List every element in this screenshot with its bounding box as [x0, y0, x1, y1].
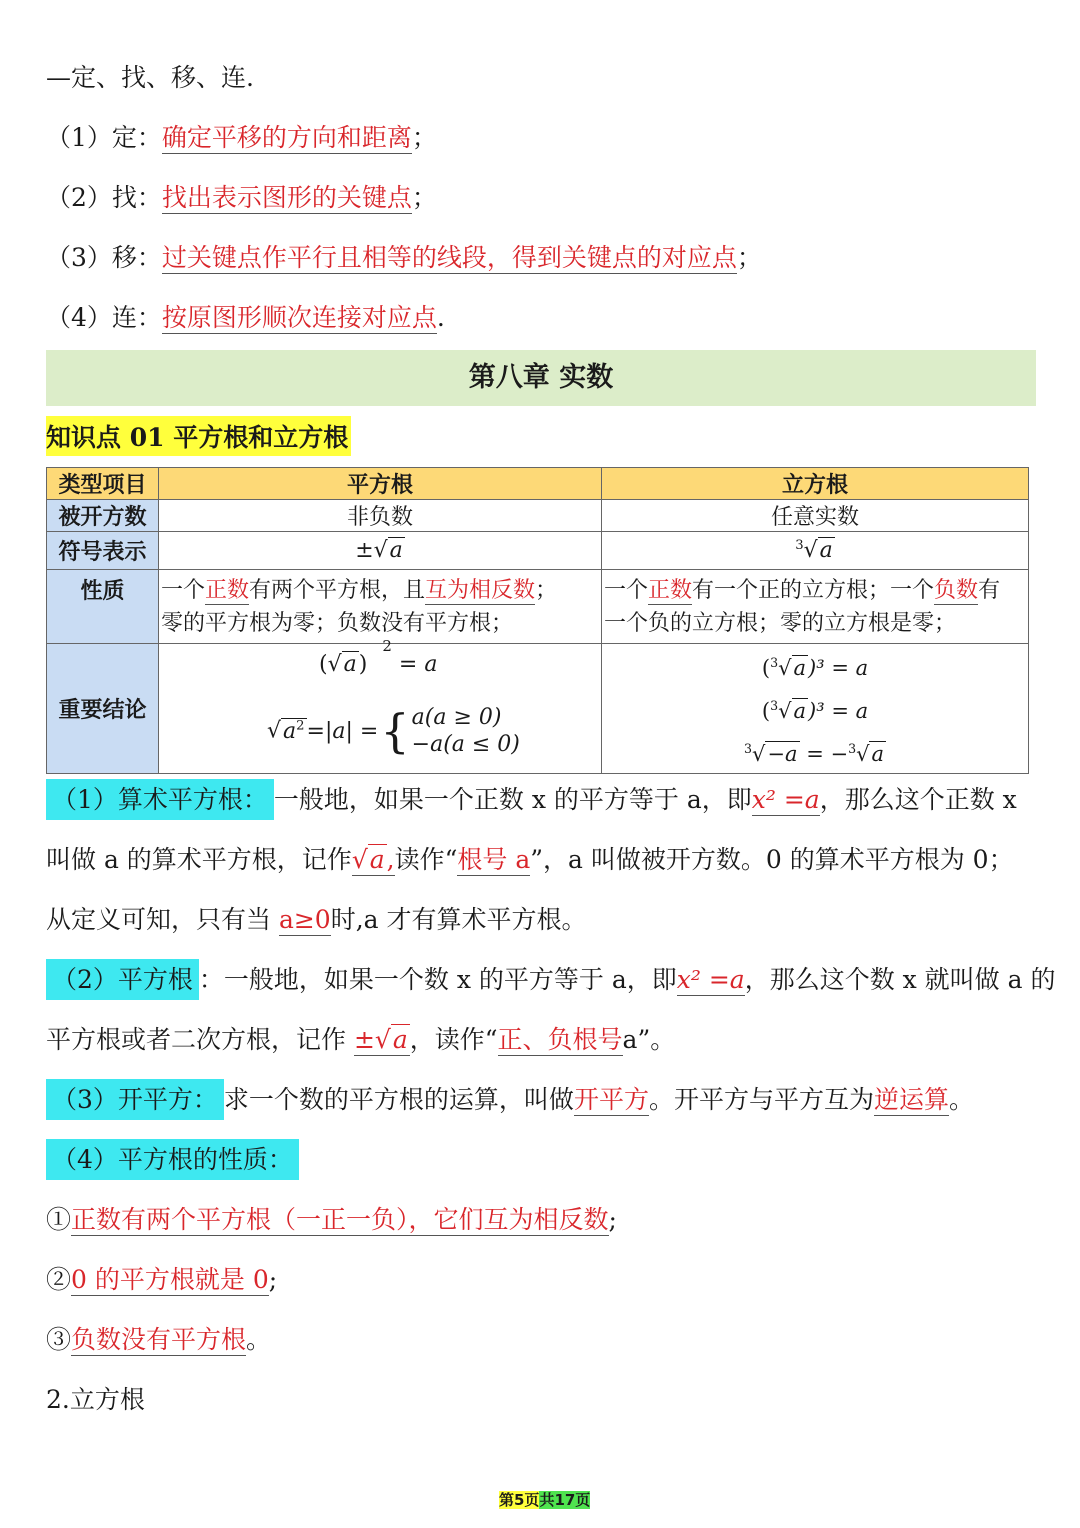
def-extract-t2: 。开平方与平方互为	[648, 1085, 874, 1114]
def-extract-t3: 。	[948, 1085, 974, 1114]
def-sqrt-t5: a”。	[622, 1025, 676, 1054]
prop-2-num: ②	[46, 1265, 72, 1294]
table-header-row	[47, 468, 1029, 500]
square-symbol	[159, 532, 602, 570]
prop-item-3	[46, 1320, 271, 1360]
cb-prop-line2: 一个负的立方根；零的立方根是零；	[604, 610, 957, 636]
step-2	[46, 178, 437, 218]
cube-conclusion	[602, 644, 1029, 774]
cb-f3-radicand: a	[871, 742, 884, 766]
sq-f2-radicand: a	[283, 718, 297, 744]
header-type: 类型项目	[47, 468, 159, 500]
plus-minus-sign: ±	[355, 538, 374, 563]
def-arith-ans3: 根号 a	[457, 845, 531, 874]
cb-f1-radicand: a	[793, 656, 807, 680]
prop-2-tail: ;	[268, 1265, 278, 1294]
def-sqrt-ans2-pm: ±	[353, 1025, 375, 1054]
def-arith-line-2	[46, 840, 1014, 880]
table-row-property	[47, 570, 1029, 644]
sq-case-2: −a(a ≤ 0)	[411, 732, 520, 757]
def-sqrt-t3: 平方根或者二次方根，记作	[46, 1025, 354, 1054]
prop-3-text: 负数没有平方根	[71, 1325, 247, 1354]
cb-prop-a: 一个	[604, 577, 649, 603]
row-label-property: 性质	[47, 570, 159, 644]
section-2-title: 2.立方根	[46, 1385, 145, 1414]
cube-symbol-radicand: a	[819, 538, 833, 564]
def-arith-ans1: x² =a	[751, 785, 820, 814]
steps-summary: —定、找、移、连.	[46, 63, 254, 92]
square-radicand: 非负数	[159, 500, 602, 532]
cb-f2-rhs: )³ = a	[808, 699, 869, 723]
header-cube-root: 立方根	[602, 468, 1029, 500]
cb-f2-index: 3	[770, 698, 779, 713]
cube-property	[602, 570, 1029, 644]
step-1	[46, 118, 437, 158]
def-extract-ans2: 逆运算	[873, 1085, 949, 1114]
def-sqrt-ans2: ±√a	[353, 1025, 408, 1054]
step-1-answer: 确定平移的方向和距离	[161, 123, 412, 152]
sq-prop-e: ；	[535, 577, 558, 603]
cube-root-icon: √a	[803, 538, 833, 564]
sq-prop-positive: 正数	[205, 577, 250, 603]
table-row-conclusion	[47, 644, 1029, 774]
step-2-prefix: （2）找：	[46, 183, 162, 212]
page-total: 共17页	[539, 1491, 591, 1509]
sq-prop-opposite: 互为相反数	[425, 577, 536, 603]
def-arith-t3: 叫做 a 的算术平方根，记作	[46, 845, 352, 874]
def-extract-ans1: 开平方	[573, 1085, 649, 1114]
brace-icon: {	[380, 704, 410, 758]
sq-prop-line2: 零的平方根为零；负数没有平方根；	[161, 610, 514, 636]
def-arith-tag: （1）算术平方根：	[46, 779, 274, 820]
table-row-symbol	[47, 532, 1029, 570]
sq-f1-exponent: 2	[382, 637, 392, 655]
sq-prop-a: 一个	[161, 577, 206, 603]
square-symbol-radicand: a	[389, 538, 403, 563]
prop-2-text: 0 的平方根就是 0	[71, 1265, 269, 1294]
step-3-answer: 过关键点作平行且相等的线段，得到关键点的对应点	[161, 243, 737, 272]
def-sqrt-line-1	[46, 960, 1055, 1000]
chapter-title: 第八章 实数	[46, 350, 1036, 406]
def-sqrt-t2: ，那么这个数 x 就叫做 a 的	[744, 965, 1056, 994]
def-arith-line-1	[46, 780, 1017, 820]
sq-f2-exponent: 2	[296, 718, 305, 734]
sq-formula-2: $√a^2$ =|a| = { a(a ≥ 0) −a(a ≤ 0)	[267, 704, 520, 758]
cb-prop-e: 有	[978, 577, 1001, 603]
cube-symbol	[602, 532, 1029, 570]
cb-formula-2: ($^3$√a)³ = a	[761, 698, 869, 723]
table-row-radicand	[47, 500, 1029, 532]
cb-f3-lhs: −a	[767, 742, 798, 766]
sq-f1-radicand: a	[343, 652, 357, 677]
sq-f1-rhs: = a	[398, 652, 438, 677]
cb-f3-mid: = −	[799, 742, 849, 766]
def-arith-t7: 时,a 才有算术平方根。	[330, 905, 587, 934]
def-extract-t1: 求一个数的平方根的运算，叫做	[223, 1085, 574, 1114]
cb-formula-1: ($^3$√a)³ = a	[761, 655, 869, 680]
def-sqrt-ans1: x² =a	[676, 965, 745, 994]
step-4	[46, 298, 445, 338]
def-arith-ans2: √a,	[351, 845, 395, 874]
step-3	[46, 238, 762, 278]
def-arith-ans2-tail: ,	[386, 845, 395, 874]
def-sqrt-line-2	[46, 1020, 675, 1060]
def-sqrt-ans3: 正、负根号	[497, 1025, 623, 1054]
prop-item-2	[46, 1260, 277, 1300]
step-2-suffix: ；	[411, 183, 437, 212]
step-4-prefix: （4）连：	[46, 303, 162, 332]
comparison-table	[46, 467, 1029, 774]
def-arith-line-3	[46, 900, 587, 940]
square-property	[159, 570, 602, 644]
def-sqrt-t4: ，读作“	[409, 1025, 498, 1054]
def-arith-ans4: a≥0	[278, 905, 331, 934]
step-4-suffix: .	[436, 303, 445, 332]
sq-prop-c: 有两个平方根，且	[249, 577, 426, 603]
sq-formula-1: (√a) $^2$ = a	[319, 637, 438, 677]
page-number	[499, 1489, 590, 1511]
sq-case-1: a(a ≥ 0)	[411, 705, 502, 730]
step-3-suffix: ；	[736, 243, 762, 272]
step-4-answer: 按原图形顺次连接对应点	[161, 303, 437, 332]
def-extract-tag: （3）开平方：	[46, 1079, 224, 1120]
row-label-symbol: 符号表示	[47, 532, 159, 570]
def-arith-ans2-rad: a	[369, 845, 385, 874]
def-props-line	[46, 1140, 299, 1180]
cb-prop-negative: 负数	[934, 577, 979, 603]
def-arith-t6: 从定义可知，只有当	[46, 905, 279, 934]
cb-f1-index: 3	[770, 655, 779, 670]
def-sqrt-tag: （2）平方根	[46, 959, 199, 1000]
def-arith-t4: 读作“	[394, 845, 458, 874]
def-extract-line	[46, 1080, 974, 1120]
sqrt-icon: √a	[373, 538, 403, 563]
cb-prop-c: 有一个正的立方根；一个	[692, 577, 935, 603]
cube-index: 3	[795, 537, 804, 553]
cb-f1-rhs: )³ = a	[808, 656, 869, 680]
prop-1-tail: ;	[608, 1205, 617, 1234]
cb-prop-positive: 正数	[648, 577, 693, 603]
page-current: 第5页	[499, 1491, 540, 1509]
prop-3-num: ③	[46, 1325, 72, 1354]
cb-formula-3: $^3$√−a = −$^3$√a	[743, 741, 884, 766]
square-conclusion	[159, 637, 602, 774]
prop-item-1	[46, 1200, 617, 1240]
def-arith-t1: 一般地，如果一个正数 x 的平方等于 a，即	[273, 785, 752, 814]
knowledge-point-title: 知识点 01 平方根和立方根	[46, 416, 351, 456]
header-square-root: 平方根	[159, 468, 602, 500]
step-1-prefix: （1）定：	[46, 123, 162, 152]
row-label-radicand: 被开方数	[47, 500, 159, 532]
def-arith-t2: ，那么这个正数 x	[819, 785, 1017, 814]
prop-1-text: 正数有两个平方根（一正一负），它们互为相反数	[71, 1205, 609, 1234]
row-label-conclusion: 重要结论	[47, 644, 159, 774]
cube-radicand: 任意实数	[602, 500, 1029, 532]
step-2-answer: 找出表示图形的关键点	[161, 183, 412, 212]
cb-f3-index-b: 3	[848, 741, 857, 756]
prop-1-num: ①	[46, 1205, 72, 1234]
prop-3-tail: 。	[246, 1325, 272, 1354]
step-1-suffix: ；	[411, 123, 437, 152]
cb-f2-radicand: a	[793, 699, 807, 723]
def-sqrt-t1: ：一般地，如果一个数 x 的平方等于 a，即	[198, 965, 677, 994]
cb-f3-index-a: 3	[743, 741, 752, 756]
def-arith-t5: ”，a 叫做被开方数。0 的算术平方根为 0；	[530, 845, 1014, 874]
def-sqrt-ans2-rad: a	[392, 1025, 408, 1054]
step-3-prefix: （3）移：	[46, 243, 162, 272]
def-props-tag: （4）平方根的性质：	[46, 1139, 299, 1180]
sq-f2-mid: =|a| =	[306, 718, 379, 744]
